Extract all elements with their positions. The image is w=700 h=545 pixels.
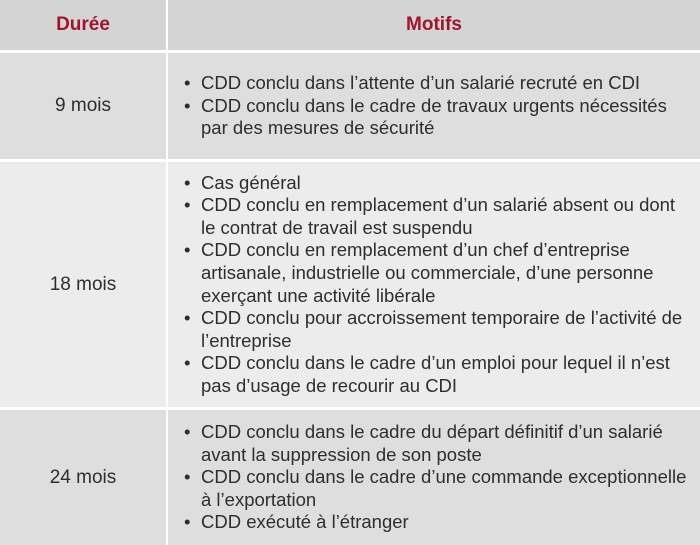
header-duree: Durée	[0, 0, 167, 50]
bullet-icon: •	[184, 352, 191, 374]
list-item: • CDD conclu dans le cadre de travaux urgents nécessités par des mesures de sécurité	[184, 94, 667, 139]
bullet-icon: •	[184, 72, 191, 94]
duree-cell: 18 mois	[0, 162, 167, 407]
list-item: • CDD conclu en remplacement d’un salarié absent ou dont le contrat de travail est suspendu	[184, 194, 676, 238]
motifs-list	[184, 172, 688, 398]
bullet-icon: •	[184, 239, 191, 261]
header-motifs: Motifs	[167, 0, 700, 50]
list-item: • CDD conclu dans le cadre du départ définitif d’un salarié avant la suppression de son poste	[184, 421, 663, 465]
bullet-icon: •	[184, 307, 191, 329]
bullet-icon: •	[184, 511, 191, 533]
list-item: • Cas général	[184, 171, 301, 193]
bullet-icon: •	[184, 94, 191, 116]
motifs-list	[184, 72, 688, 140]
bullet-icon: •	[184, 171, 191, 193]
duree-cell: 9 mois	[0, 53, 167, 159]
bullet-icon: •	[184, 194, 191, 216]
motifs-cell	[167, 410, 700, 545]
list-item: • CDD conclu dans le cadre d’un emploi pour lequel il n’est pas d’usage de recourir au CDI	[184, 352, 670, 396]
table-row	[0, 53, 700, 159]
bullet-icon: •	[184, 421, 191, 443]
header-row	[0, 0, 700, 50]
list-item: • CDD conclu en remplacement d’un chef d’entreprise artisanale, industrielle ou commerciale, d’une personne exerçant une activité libérale	[184, 239, 654, 306]
motifs-cell	[167, 162, 700, 407]
table-row	[0, 162, 700, 407]
list-item: • CDD conclu dans l’attente d’un salarié recruté en CDI	[184, 72, 641, 94]
list-item: • CDD conclu pour accroissement temporaire de l’activité de l’entreprise	[184, 307, 683, 351]
list-item: • CDD exécuté à l’étranger	[184, 511, 409, 533]
table-row	[0, 410, 700, 545]
motifs-list	[184, 421, 688, 534]
bullet-icon: •	[184, 466, 191, 488]
duree-cell: 24 mois	[0, 410, 167, 545]
list-item: • CDD conclu dans le cadre d’une commande exceptionnelle à l’exportation	[184, 466, 687, 510]
motifs-cell	[167, 53, 700, 159]
